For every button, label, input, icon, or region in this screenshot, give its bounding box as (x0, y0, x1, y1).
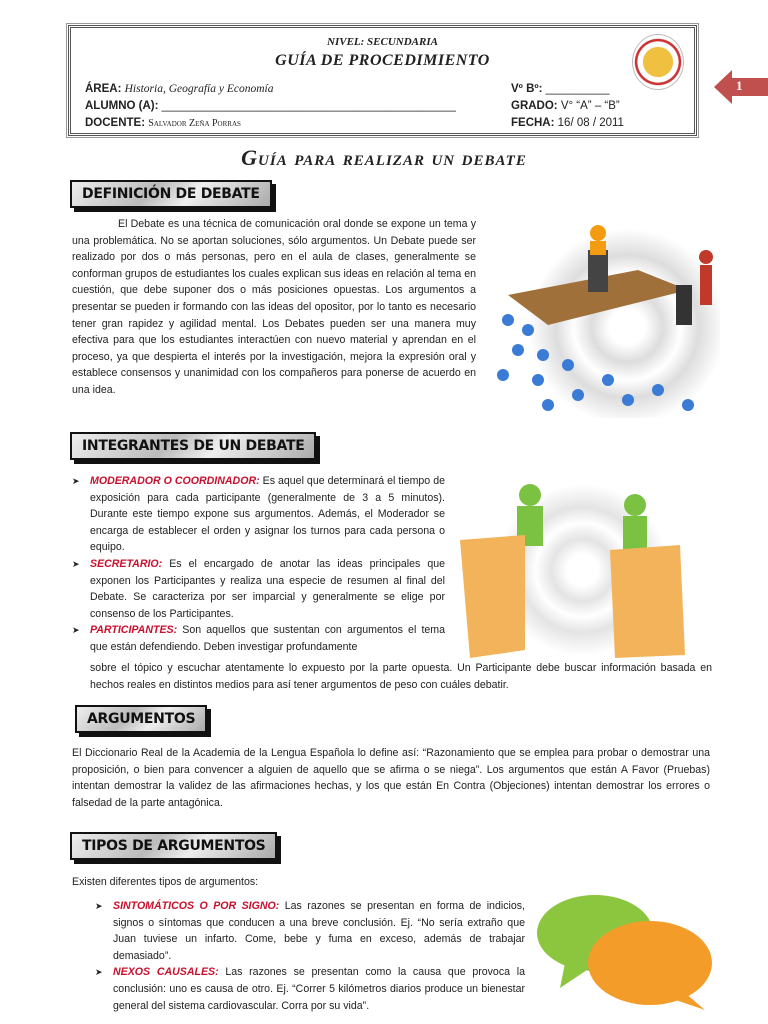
tipos-list (95, 898, 525, 1014)
document-header (68, 25, 697, 136)
student-row (85, 100, 456, 112)
date-label: FECHA: (511, 117, 555, 129)
item-label: NEXOS CAUSALES: (113, 966, 219, 979)
student-value: ______________________________________________ (161, 100, 456, 112)
vb-label: Vº Bº: (511, 83, 543, 95)
argumentos-paragraph: El Diccionario Real de la Academia de la Lengua Española lo define así: “Razonamiento que se emplea para probar o demostrar una proposición, o bien para convencer a alguien de aquello que se afirma o se niega”. Los argumentos que están A Favor (Pruebas) intentan demostrar la validez de las afirmaciones hechas, y los que están En Contra (Objeciones) intentan demostrar los errores o falsedad de la parte antagónica. (72, 747, 710, 809)
grade-label: GRADO: (511, 100, 558, 112)
student-label: ALUMNO (A): (85, 100, 159, 112)
grade-value: V° “A” – “B” (560, 100, 620, 112)
item-label: SECRETARIO: (90, 557, 163, 570)
item-text: Las razones se presentan como la causa que provoca la conclusión: uno es causa de otro. Ej. “Correr 5 kilómetros diarios produce un bienestar general del sistema cardiovascular. Corra por su vida”. (113, 966, 525, 1012)
item-label: PARTICIPANTES: (90, 624, 178, 637)
date-value: 16/ 08 / 2011 (557, 117, 624, 129)
item-label: SINTOMÁTICOS O POR SIGNO: (113, 900, 280, 912)
heading-integrantes: INTEGRANTES DE UN DEBATE (70, 432, 316, 460)
date-row (511, 117, 624, 129)
item-label: MODERADOR O COORDINADOR: (90, 475, 260, 487)
page-number-arrow-icon (714, 70, 768, 104)
teacher-value: Salvador Zeña Porras (148, 118, 241, 129)
definicion-paragraph: El Debate es una técnica de comunicación oral donde se expone un tema y una problemática. No se aportan soluciones, sólo argumentos. Un Debate puede ser realizado por dos o más personas, pero en el aula de clases, generalmente se conforman grupos de estudiantes los cuales explican sus ideas en relación al tema en cuestión, que debe suponer dos o más posiciones opuestas. Los argumentos a presentar se pueden ir formando con las ideas del opositor, por lo tanto es necesario tener gran rapidez y agilidad mental. Los Debates pueden ser una manera muy efectiva para que los estudiantes interactúen con nuevo material y aprendan en el proceso, ya que despierta el interés por la investigación, mejora la expresión oral y establece consensos y unanimidad con los compañeros para ponerse de acuerdo en una idea. (72, 218, 476, 396)
list-item (95, 964, 525, 1014)
list-item (95, 898, 525, 964)
teacher-label: DOCENTE: (85, 117, 146, 129)
vb-row (511, 83, 610, 95)
school-seal-logo (632, 34, 684, 90)
level: NIVEL: SECUNDARIA (327, 36, 438, 48)
area-value: Historia, Geografía y Economía (124, 83, 274, 95)
item-text: Es aquel que determinará el tiempo de exposición para cada participante (generalmente de 3 a 5 minutos). Durante este tiempo expone sus argumentos. Además, el Moderador se encarga de establecer el orden y asignar los turnos para cada persona o equipo. (90, 475, 445, 554)
list-item (72, 556, 445, 622)
area-row (85, 83, 273, 95)
doc-type: GUÍA DE PROCEDIMIENTO (275, 52, 490, 69)
speech-bubbles-icon (535, 888, 720, 1013)
heading-definicion: DEFINICIÓN DE DEBATE (70, 180, 272, 208)
teacher-row (85, 117, 241, 129)
item-text: Es el encargado de anotar las ideas principales que exponen los Participantes y realiza una especie de resumen al final del Debate. Se caracteriza por ser imparcial y generalmente se elige por consenso de los Participantes. (90, 557, 445, 620)
heading-argumentos: ARGUMENTOS (75, 705, 207, 733)
participantes-continuation: sobre el tópico y escuchar atentamente lo expuesto por la parte opuesta. Un Participante debe buscar información basada en hechos reales en distintos medios para así tener argumentos de peso con cuáles debatir. (90, 662, 712, 691)
tipos-intro: Existen diferentes tipos de argumentos: (72, 876, 259, 888)
debate-podiums-image (455, 480, 710, 660)
vb-value: __________ (545, 83, 610, 95)
debate-classroom-image (488, 215, 720, 418)
integrantes-list (72, 473, 445, 656)
grade-row (511, 100, 620, 112)
area-label: ÁREA: (85, 83, 122, 95)
list-item (72, 473, 445, 556)
page-title: Guía para realizar un debate (241, 145, 527, 170)
heading-tipos: TIPOS DE ARGUMENTOS (70, 832, 277, 860)
list-item (72, 622, 445, 655)
item-text: Son aquellos que sustentan con argumentos el tema que están defendiendo. Deben investigar profundamente (90, 624, 445, 653)
page-number: 1 (736, 78, 743, 93)
item-text: Las razones se presentan en forma de indicios, signos o síntomas que conducen a una breve conclusión. Ej. “No sería extraño que Juan tuviese un infarto. Come, bebe y fuma en exceso, además de trabajar demasiado”. (113, 900, 525, 962)
